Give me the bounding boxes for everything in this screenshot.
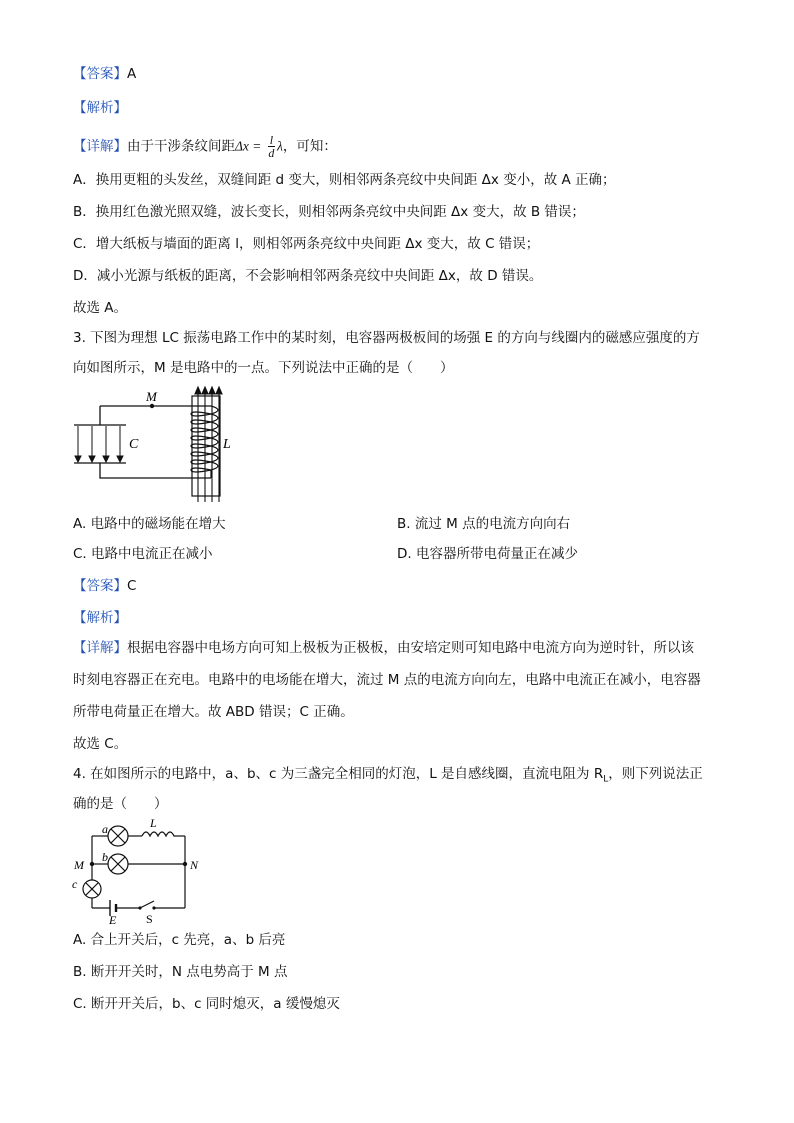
label-n: N	[190, 858, 199, 872]
answer-tag: 【答案】	[73, 578, 127, 594]
label-c: C	[129, 437, 139, 452]
label-l: L	[223, 437, 231, 452]
q2-conclusion: 故选 A。	[73, 300, 128, 316]
detail-intro-b: ，可知：	[282, 138, 337, 155]
label-m: M	[146, 389, 157, 404]
q3-conclusion: 故选 C。	[73, 736, 128, 752]
q3-stem-line1: 3. 下图为理想 LC 振荡电路工作中的某时刻，电容器两极板间的场强 E 的方向与线圈内的磁感应强度的方	[73, 330, 700, 346]
label-m: M	[74, 858, 84, 872]
q3-answer-line	[73, 576, 136, 596]
q4-option-c: C. 断开开关后，b、c 同时熄灭，a 缓慢熄灭	[73, 996, 340, 1012]
q2-detail-line: D．减小光源与纸板的距离，不会影响相邻两条亮纹中央间距 Δx，故 D 错误。	[73, 268, 543, 284]
fraction-l-over-d	[268, 134, 275, 159]
label-s: S	[146, 912, 153, 926]
answer-tag: 【答案】	[73, 66, 127, 82]
q3-detail-line1	[73, 638, 694, 658]
bulb-b	[108, 854, 128, 874]
q2-answer: A	[127, 66, 137, 82]
q4-option-b: B. 断开开关时，N 点电势高于 M 点	[73, 964, 288, 980]
q2-detail-line: A．换用更粗的头发丝，双缝间距 d 变大，则相邻两条亮纹中央间距 Δx 变小，故 A 正确；	[73, 172, 616, 188]
detail-tag: 【详解】	[73, 138, 127, 155]
q4-option-a: A. 合上开关后，c 先亮，a、b 后亮	[73, 932, 286, 948]
label-b: b	[102, 850, 108, 864]
detail-intro-a: 由于干涉条纹间距	[127, 138, 235, 155]
q3-option-b: B. 流过 M 点的电流方向向右	[397, 516, 571, 532]
q2-detail-intro	[73, 134, 337, 159]
delta-x: Δx =	[235, 138, 262, 154]
q3-detail-line3: 所带电荷量正在增大。故 ABD 错误；C 正确。	[73, 704, 354, 720]
rl-circuit-figure	[70, 818, 200, 926]
q2-detail-line: C．增大纸板与墙面的距离 l，则相邻两条亮纹中央间距 Δx 变大，故 C 错误；	[73, 236, 540, 252]
q4-stem-line2: 确的是（ ）	[73, 796, 168, 812]
q3-detail-text: 根据电容器中电场方向可知上极板为正极板，由安培定则可知电路中电流方向为逆时针，所以该	[127, 640, 694, 656]
q3-option-d: D. 电容器所带电荷量正在减少	[397, 546, 578, 562]
frac-numerator: l	[269, 133, 274, 147]
q3-detail-line2: 时刻电容器正在充电。电路中的电场能在增大，流过 M 点的电流方向向左，电路中电流正在减小，电容器	[73, 672, 701, 688]
q3-analysis-tag	[73, 608, 127, 628]
point-m	[150, 404, 154, 408]
analysis-tag: 【解析】	[73, 100, 127, 116]
label-c: c	[72, 877, 78, 891]
inductor-l	[142, 832, 176, 836]
q2-analysis-tag	[73, 98, 127, 118]
detail-tag: 【详解】	[73, 640, 127, 656]
frac-denominator: d	[268, 146, 275, 160]
q2-answer-line	[73, 64, 136, 84]
bulb-c	[83, 880, 101, 898]
lc-circuit-figure	[66, 384, 256, 509]
q4-stem-text: 4. 在如图所示的电路中，a、b、c 为三盏完全相同的灯泡，L 是自感线圈，直流电阻为 R	[73, 766, 604, 782]
lambda: λ	[277, 138, 283, 154]
q3-stem-line2: 向如图所示，M 是电路中的一点。下列说法中正确的是（ ）	[73, 360, 454, 376]
q4-stem-tail: ，则下列说法正	[608, 766, 703, 782]
label-l: L	[150, 818, 157, 830]
label-a: a	[102, 822, 108, 836]
q4-stem-subscript: L	[603, 774, 609, 785]
analysis-tag: 【解析】	[73, 610, 127, 626]
q3-option-a: A. 电路中的磁场能在增大	[73, 516, 226, 532]
q2-detail-line: B．换用红色激光照双缝，波长变长，则相邻两条亮纹中央间距 Δx 变大，故 B 错误；	[73, 204, 585, 220]
q3-option-c: C. 电路中电流正在减小	[73, 546, 213, 562]
q4-stem-line1	[73, 764, 703, 790]
bulb-a	[108, 826, 128, 846]
q3-answer: C	[127, 578, 137, 594]
label-e: E	[109, 913, 117, 926]
